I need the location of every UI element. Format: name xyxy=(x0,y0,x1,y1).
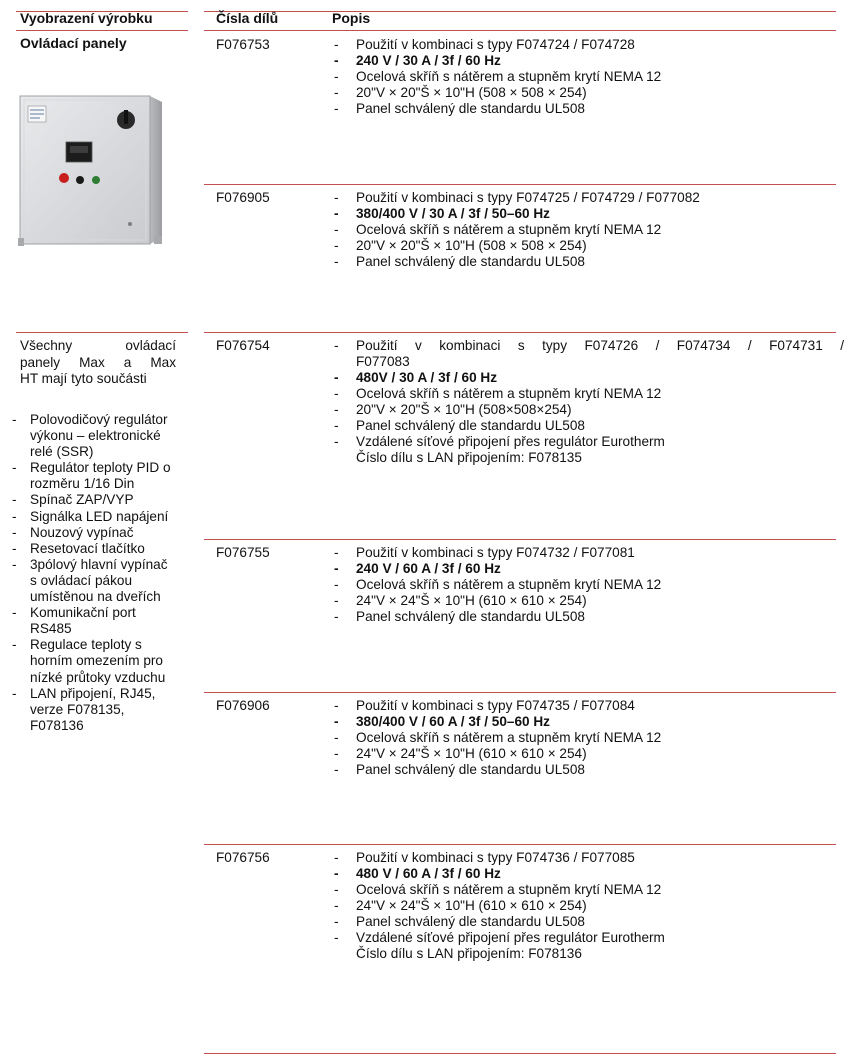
component-item: - Regulátor teploty PID o rozměru 1/16 Din xyxy=(8,460,178,492)
description-item: - Panel schválený dle standardu UL508 xyxy=(332,762,844,778)
spec-rating: - 380/400 V / 60 A / 3f / 50–60 Hz xyxy=(332,714,844,730)
description-item: - Použití v kombinaci s typy F074732 / F077081 xyxy=(332,545,844,561)
description-item: - Ocelová skříň s nátěrem a stupněm krytí NEMA 12 xyxy=(332,69,844,85)
spec-rating: - 480V / 30 A / 3f / 60 Hz xyxy=(332,370,844,386)
description-item: - Vzdálené síťové připojení přes regulátor Eurotherm xyxy=(332,930,844,946)
description-item: - Použití v kombinaci s typy F074724 / F074728 xyxy=(332,37,844,53)
part-number: F076756 xyxy=(216,850,270,865)
description-item: - Vzdálené síťové připojení přes regulátor Eurotherm xyxy=(332,434,844,450)
left-title: Ovládací panely xyxy=(20,35,127,51)
spec-rating: - 380/400 V / 30 A / 3f / 50–60 Hz xyxy=(332,206,844,222)
row-separator-rule xyxy=(204,184,836,185)
header-part-numbers: Čísla dílů xyxy=(216,10,279,26)
spec-rating: - 240 V / 30 A / 3f / 60 Hz xyxy=(332,53,844,69)
description-item: - Použití v kombinaci s typy F074725 / F074729 / F077082 xyxy=(332,190,844,206)
description-item: Číslo dílu s LAN připojením: F078135 xyxy=(356,450,582,465)
intro-word: Max xyxy=(79,354,105,370)
description-item: - Použití v kombinaci s typy F074736 / F077085 xyxy=(332,850,844,866)
header-bottom-rule xyxy=(16,30,188,31)
description-item: - 20"V × 20"Š × 10"H (508 × 508 × 254) xyxy=(332,85,844,101)
part-number: F076906 xyxy=(216,698,270,713)
description-item: - Panel schválený dle standardu UL508 xyxy=(332,609,844,625)
description-item: - 20"V × 20"Š × 10"H (508 × 508 × 254) xyxy=(332,238,844,254)
intro-line xyxy=(20,355,176,372)
row-separator-rule xyxy=(204,539,836,540)
component-item: - LAN připojení, RJ45, verze F078135, F078136 xyxy=(8,686,178,734)
spec-rating: - 480 V / 60 A / 3f / 60 Hz xyxy=(332,866,844,882)
intro-line: HT mají tyto součásti xyxy=(20,371,147,386)
description-item: Číslo dílu s LAN připojením: F078136 xyxy=(356,946,582,961)
description-item: - Ocelová skříň s nátěrem a stupněm krytí NEMA 12 xyxy=(332,577,844,593)
description-item: - Panel schválený dle standardu UL508 xyxy=(332,914,844,930)
left-section-rule xyxy=(16,332,188,333)
intro-word: a xyxy=(123,354,132,370)
component-item: - Signálka LED napájení xyxy=(8,509,178,525)
intro-word: Max xyxy=(150,354,176,370)
header-description: Popis xyxy=(332,10,371,26)
description-item: - Ocelová skříň s nátěrem a stupněm krytí NEMA 12 xyxy=(332,730,844,746)
row-separator-rule xyxy=(204,332,836,333)
description-item: - Použití v kombinaci s typy F074726 / F074734 / F074731 / xyxy=(332,338,844,354)
component-item: - Nouzový vypínač xyxy=(8,525,178,541)
description-block xyxy=(332,698,844,778)
description-item: - 24"V × 24"Š × 10"H (610 × 610 × 254) xyxy=(332,898,844,914)
description-item: - Ocelová skříň s nátěrem a stupněm krytí NEMA 12 xyxy=(332,882,844,898)
intro-word: Všechny xyxy=(20,338,73,353)
component-item: - Komunikační port RS485 xyxy=(8,605,178,637)
description-item: - Panel schválený dle standardu UL508 xyxy=(332,254,844,270)
description-item: F077083 xyxy=(356,354,410,369)
description-block xyxy=(332,545,844,625)
header-top-rule xyxy=(204,11,836,12)
header-image: Vyobrazení výrobku xyxy=(20,10,153,26)
component-item: - Resetovací tlačítko xyxy=(8,541,178,557)
row-separator-rule xyxy=(204,844,836,845)
part-number: F076754 xyxy=(216,338,270,353)
component-item: - Polovodičový regulátor výkonu – elektronické relé (SSR) xyxy=(8,412,178,460)
header-bottom-rule xyxy=(204,30,836,31)
description-item: - Použití v kombinaci s typy F074735 / F077084 xyxy=(332,698,844,714)
description-item: - 24"V × 24"Š × 10"H (610 × 610 × 254) xyxy=(332,746,844,762)
part-number: F076905 xyxy=(216,190,270,205)
component-item: - Spínač ZAP/VYP xyxy=(8,492,178,508)
spec-rating: - 240 V / 60 A / 3f / 60 Hz xyxy=(332,561,844,577)
component-item: - 3pólový hlavní vypínač s ovládací pákou umístěnou na dveřích xyxy=(8,557,178,605)
intro-word: ovládací xyxy=(125,338,176,353)
components-list xyxy=(8,412,178,734)
description-item: - Ocelová skříň s nátěrem a stupněm krytí NEMA 12 xyxy=(332,386,844,402)
intro-line xyxy=(20,338,176,355)
description-item: - Panel schválený dle standardu UL508 xyxy=(332,101,844,117)
part-number: F076753 xyxy=(216,37,270,52)
description-block xyxy=(332,338,844,466)
part-number: F076755 xyxy=(216,545,270,560)
description-block xyxy=(332,190,844,270)
description-block xyxy=(332,850,844,962)
description-block xyxy=(332,37,844,117)
description-item: - 24"V × 24"Š × 10"H (610 × 610 × 254) xyxy=(332,593,844,609)
control-panel-photo xyxy=(18,88,170,248)
component-item: - Regulace teploty s horním omezením pro nízké průtoky vzduchu xyxy=(8,637,178,685)
table-bottom-rule xyxy=(204,1053,836,1054)
intro-word: panely xyxy=(20,354,61,370)
intro-text xyxy=(20,338,176,388)
description-item: - 20"V × 20"Š × 10"H (508×508×254) xyxy=(332,402,844,418)
row-separator-rule xyxy=(204,692,836,693)
description-item: - Panel schválený dle standardu UL508 xyxy=(332,418,844,434)
description-item: - Ocelová skříň s nátěrem a stupněm krytí NEMA 12 xyxy=(332,222,844,238)
